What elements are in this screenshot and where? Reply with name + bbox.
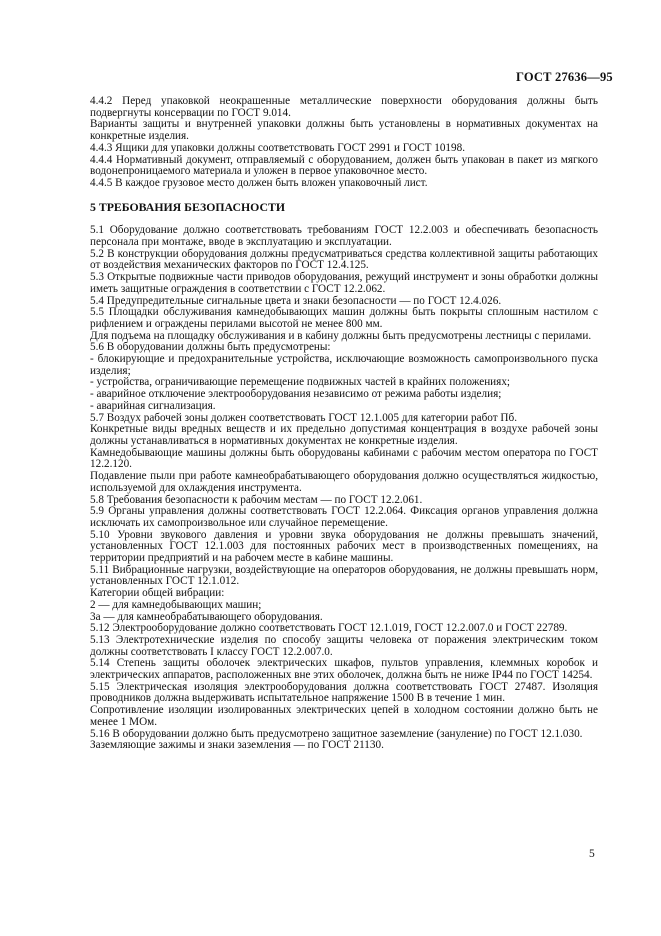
paragraph: 4.4.5 В каждое грузовое место должен быть вложен упаковочный лист. bbox=[90, 176, 428, 189]
paragraph: 5.12 Электрооборудование должно соответствовать ГОСТ 12.1.019, ГОСТ 12.2.007.0 и ГОСТ 22789. bbox=[90, 622, 568, 635]
list-item: 2 — для камнедобывающих машин; bbox=[90, 598, 262, 611]
paragraph: Заземляющие зажимы и знаки заземления — по ГОСТ 21130. bbox=[90, 739, 384, 752]
paragraph: 5.13 Электротехнические изделия по способу защиты человека от поражения электрическим током должны соответствовать I классу ГОСТ 12.2.007.0. bbox=[90, 633, 598, 658]
document-code-header: ГОСТ 27636—95 bbox=[516, 70, 613, 84]
paragraph: 4.4.3 Ящики для упаковки должны соответствовать ГОСТ 2991 и ГОСТ 10198. bbox=[90, 141, 466, 154]
page-body bbox=[90, 96, 598, 752]
safety-paragraphs bbox=[90, 225, 598, 752]
paragraph: Камнедобывающие машины должны быть оборудованы кабинами с рабочим местом оператора по ГОСТ 12.2.120. bbox=[90, 446, 598, 471]
paragraph: Для подъема на площадку обслуживания и в кабину должны быть предусмотрены лестницы с перилами. bbox=[90, 329, 592, 342]
paragraph: 5.9 Органы управления должны соответствовать ГОСТ 12.2.064. Фиксация органов управления должна исключать их самопроизвольное или случайное перемещение. bbox=[90, 505, 598, 529]
paragraph: 5.6 В оборудовании должны быть предусмотрены: bbox=[90, 341, 331, 354]
paragraph: 5.8 Требования безопасности к рабочим местам — по ГОСТ 12.2.061. bbox=[90, 493, 423, 506]
paragraph: 5.10 Уровни звукового давления и уровни звука оборудования не должны превышать значений, установленных ГОСТ 12.1.003 для постоянных рабочих мест в производственных помещениях, на территории предприятий и на рабочем месте в кабине машины. bbox=[90, 528, 598, 565]
paragraph: Подавление пыли при работе камнеобрабатывающего оборудования должно осуществляться жидкостью, используемой для охлаждения инструмента. bbox=[90, 470, 598, 494]
paragraph: 5.7 Воздух рабочей зоны должен соответствовать ГОСТ 12.1.005 для категории работ Пб. bbox=[90, 411, 518, 424]
paragraph: 5.5 Площадки обслуживания камнедобывающих машин должны быть покрыты сплошным настилом с рифлением и ограждены перилами высотой не менее 800 мм. bbox=[90, 306, 598, 330]
section-title: 5 ТРЕБОВАНИЯ БЕЗОПАСНОСТИ bbox=[90, 199, 286, 214]
paragraph: Категории общей вибрации: bbox=[90, 587, 225, 600]
list-item: - устройства, ограничивающие перемещение подвижных частей в крайних положениях; bbox=[90, 376, 511, 389]
list-item: - блокирующие и предохранительные устройства, исключающие возможность самопроизвольного пуска изделия; bbox=[90, 353, 598, 377]
paragraph: Варианты защиты и внутренней упаковки должны быть установлены в нормативных документах на конкретные изделия. bbox=[90, 118, 598, 143]
paragraph: Сопротивление изоляции изолированных электрических цепей в холодном состоянии должно быть не менее 1 МОм. bbox=[90, 704, 598, 728]
paragraph: 4.4.2 Перед упаковкой неокрашенные металлические поверхности оборудования должны быть подвергнуты консервации по ГОСТ 9.014. bbox=[90, 95, 598, 119]
list-item: 3а — для камнеобрабатывающего оборудования. bbox=[90, 610, 323, 623]
paragraph: 5.3 Открытые подвижные части приводов оборудования, режущий инструмент и зоны обработки должны иметь защитные ограждения в соответствии с ГОСТ 12.2.062. bbox=[90, 271, 598, 295]
paragraph: 5.11 Вибрационные нагрузки, воздействующие на операторов оборудования, не должны превышать норм, установленных ГОСТ 12.1.012. bbox=[90, 563, 598, 588]
paragraph: 4.4.4 Нормативный документ, отправляемый с оборудованием, должен быть упакован в пакет из мягкого водонепроницаемого материала и уложен в первое упаковочное место. bbox=[90, 153, 598, 178]
paragraph: 5.4 Предупредительные сигнальные цвета и знаки безопасности — по ГОСТ 12.4.026. bbox=[90, 294, 502, 307]
paragraph: 5.2 В конструкции оборудования должны предусматриваться средства коллективной защиты работающих от воздействия механических факторов по ГОСТ 12.4.125. bbox=[90, 247, 598, 272]
paragraph: 5.14 Степень защиты оболочек электрических шкафов, пультов управления, клеммных коробок и электрических аппаратов, расположенных вне этих оболочек, должна быть не ниже IP44 по ГОСТ 14254. bbox=[90, 657, 598, 682]
paragraph: 5.16 В оборудовании должно быть предусмотрено защитное заземление (зануление) по ГОСТ 12.1.030. bbox=[90, 727, 583, 740]
list-item: - аварийное отключение электрооборудования независимо от режима работы изделия; bbox=[90, 388, 502, 401]
packaging-paragraphs bbox=[90, 96, 598, 190]
paragraph: Конкретные виды вредных веществ и их предельно допустимая концентрация в воздухе рабочей зоны должны устанавливаться в нормативных документах не конкретные изделия. bbox=[90, 423, 598, 447]
page-number: 5 bbox=[589, 848, 595, 860]
paragraph: 5.15 Электрическая изоляция электрооборудования должна соответствовать ГОСТ 27487. Изоляция проводников должна выдерживать испытательное напряжение 1500 В в течение 1 мин. bbox=[90, 680, 598, 705]
paragraph: 5.1 Оборудование должно соответствовать требованиям ГОСТ 12.2.003 и обеспечивать безопасность персонала при монтаже, вводе в эксплуатацию и эксплуатации. bbox=[90, 224, 598, 249]
list-item: - аварийная сигнализация. bbox=[90, 399, 216, 412]
